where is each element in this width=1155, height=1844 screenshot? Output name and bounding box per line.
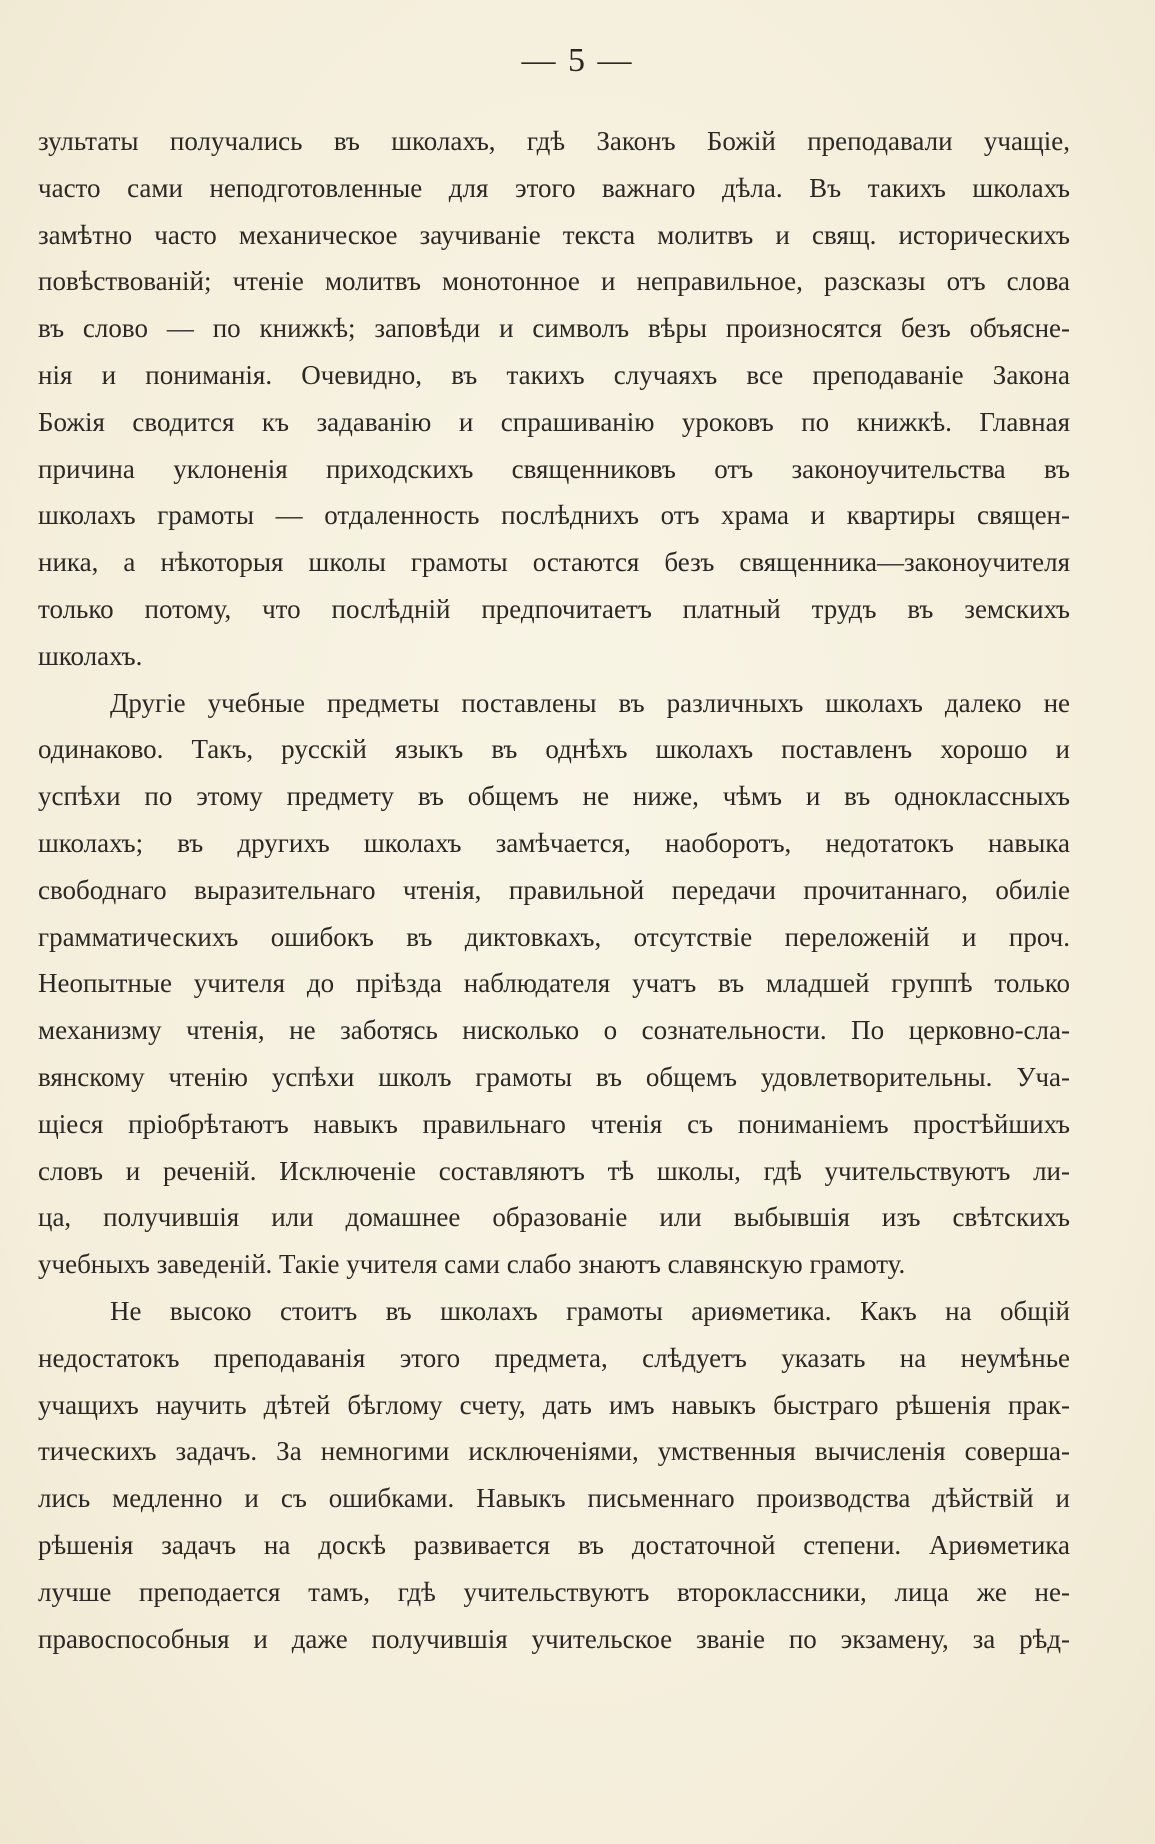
- text-line: нія и пониманія. Очевидно, въ такихъ случаяхъ все преподаваніе Закона: [38, 359, 1070, 390]
- paragraph-start-line: Другіе учебные предметы поставлены въ различныхъ школахъ далеко не: [110, 687, 1070, 718]
- text-line: учащихъ научить дѣтей бѣглому счету, дать имъ навыкъ быстраго рѣшенія прак-: [38, 1389, 1070, 1420]
- text-line: механизму чтенія, не заботясь нисколько о сознательности. По церковно-сла-: [38, 1015, 1070, 1046]
- text-line: ника, а нѣкоторыя школы грамоты остаются безъ священника—законоучителя: [38, 547, 1070, 578]
- text-line: замѣтно часто механическое заучиваніе текста молитвъ и свящ. историческихъ: [38, 219, 1070, 250]
- text-line: Божія сводится къ задаванію и спрашиванію уроковъ по книжкѣ. Главная: [38, 406, 1070, 437]
- text-line: повѣствованій; чтеніе молитвъ монотонное и неправильное, разсказы отъ слова: [38, 266, 1070, 297]
- body-text: [38, 118, 1070, 1662]
- text-line: грамматическихъ ошибокъ въ диктовкахъ, отсутствіе переложеній и проч.: [38, 921, 1070, 952]
- text-line: школахъ; въ другихъ школахъ замѣчается, наоборотъ, недотатокъ навыка: [38, 827, 1070, 858]
- paragraph-end-line: школахъ.: [38, 640, 143, 671]
- page-number: — 5 —: [521, 42, 634, 79]
- text-line: успѣхи по этому предмету въ общемъ не ниже, чѣмъ и въ одноклассныхъ: [38, 781, 1070, 812]
- text-line: ца, получившія или домашнее образованіе или выбывшія изъ свѣтскихъ: [38, 1202, 1070, 1233]
- text-line: недостатокъ преподаванія этого предмета, слѣдуетъ указать на неумѣнье: [38, 1342, 1070, 1373]
- paragraph-end-line: учебныхъ заведеній. Такіе учителя сами слабо знаютъ славянскую грамоту.: [38, 1249, 906, 1280]
- text-line: школахъ грамоты — отдаленность послѣднихъ отъ храма и квартиры священ-: [38, 500, 1070, 531]
- text-line: лись медленно и съ ошибками. Навыкъ письменнаго производства дѣйствій и: [38, 1483, 1070, 1514]
- text-line: Неопытные учителя до пріѣзда наблюдателя учатъ въ младшей группѣ только: [38, 968, 1070, 999]
- text-line: одинаково. Такъ, русскій языкъ въ однѣхъ школахъ поставленъ хорошо и: [38, 734, 1070, 765]
- text-line: вянскому чтенію успѣхи школъ грамоты въ общемъ удовлетворительны. Уча-: [38, 1061, 1070, 1092]
- text-line: словъ и реченій. Исключеніе составляютъ тѣ школы, гдѣ учительствуютъ ли-: [38, 1155, 1070, 1186]
- text-line: въ слово — по книжкѣ; заповѣди и символъ вѣры произносятся безъ объясне-: [38, 313, 1070, 344]
- text-line: щіеся пріобрѣтаютъ навыкъ правильнаго чтенія съ пониманіемъ простѣйшихъ: [38, 1108, 1070, 1139]
- text-line: лучше преподается тамъ, гдѣ учительствуютъ второклассники, лица же не-: [38, 1576, 1070, 1607]
- text-line: зультаты получались въ школахъ, гдѣ Законъ Божій преподавали учащіе,: [38, 126, 1070, 156]
- text-line: тическихъ задачъ. За немногими исключеніями, умственныя вычисленія соверша-: [38, 1436, 1070, 1467]
- text-line: часто сами неподготовленные для этого важнаго дѣла. Въ такихъ школахъ: [38, 172, 1070, 203]
- text-line: правоспособныя и даже получившія учительское званіе по экзамену, за рѣд-: [38, 1623, 1070, 1654]
- paragraph-start-line: Не высоко стоитъ въ школахъ грамоты ариѳметика. Какъ на общій: [110, 1295, 1070, 1326]
- text-line: свободнаго выразительнаго чтенія, правильной передачи прочитаннаго, обиліе: [38, 874, 1070, 905]
- text-line: только потому, что послѣдній предпочитаетъ платный трудъ въ земскихъ: [38, 593, 1070, 624]
- text-line: рѣшенія задачъ на доскѣ развивается въ достаточной степени. Ариѳметика: [38, 1529, 1070, 1560]
- text-line: причина уклоненія приходскихъ священниковъ отъ законоучительства въ: [38, 453, 1070, 484]
